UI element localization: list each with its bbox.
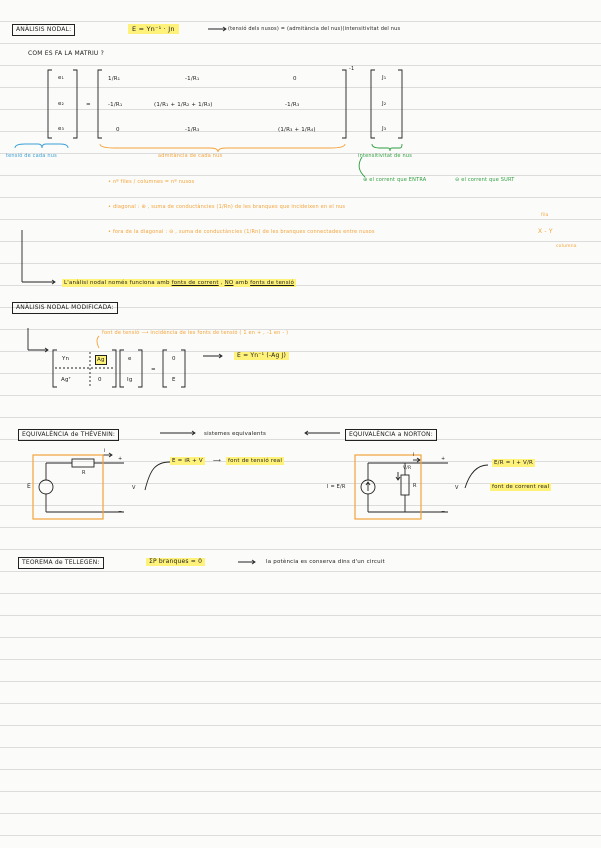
thev-arrow: ⟶: [213, 458, 222, 464]
matrix-cell: -1/R₁: [185, 76, 200, 82]
matrix-cell: -1/R₃: [285, 102, 300, 108]
norton-equation: E/R = I + V/R: [494, 460, 534, 466]
thev-v: V: [132, 485, 136, 491]
mod-v2: Ig: [127, 377, 133, 383]
label-j: intensitivitat de nus: [358, 153, 413, 159]
label-y: admitància de cada nus: [158, 153, 223, 159]
mod-m22: 0: [98, 377, 102, 383]
norton-vr: V/R: [403, 466, 412, 471]
matrix-cell: 1/R₁: [108, 76, 121, 82]
tellegen-desc: la potència es conserva dins d'un circuit: [266, 559, 385, 565]
inverse-exponent: -1: [349, 66, 355, 72]
matrix-cell: -1/R₁: [108, 102, 123, 108]
matrix-cell: -1/R₃: [185, 127, 200, 133]
thevenin-middle: sistemes equivalents: [204, 431, 267, 437]
nodal-formula: E = Yn⁻¹ · Jn: [128, 24, 179, 34]
thev-equation: E = iR + V: [172, 458, 203, 464]
mod-r2: E: [172, 377, 176, 383]
rule-3: • fora de la diagonal : ⊖ , suma de conductàncies (1/Rn) de les branques connectades entre nusos: [108, 229, 375, 235]
thev-r: R: [82, 470, 86, 476]
mod-equals: =: [151, 367, 156, 373]
label-e: tensió de cada nus: [6, 153, 57, 159]
modified-title: ANÀLISIS NODAL MODIFICADA:: [12, 302, 118, 314]
matrix-question: COM ES FA LA MATRIU ?: [28, 50, 105, 57]
thev-minus: −: [118, 509, 123, 515]
norton-source: I = E/R: [327, 484, 346, 490]
matrix-cell: 0: [116, 127, 120, 133]
matrix-cell: (1/R₃ + 1/R₄): [278, 127, 316, 133]
rule-1: • nº files / columnes = nº nusos: [108, 179, 195, 185]
thev-plus: +: [118, 456, 123, 462]
columna-note: columna: [556, 244, 577, 249]
surt-note: ⊖ el corrent que SURT: [455, 177, 515, 183]
tellegen-title: TEOREMA de TELLEGEN:: [18, 557, 104, 569]
mod-m12: Ag: [97, 357, 105, 363]
j2-label: J₂: [382, 101, 387, 107]
matrix-cell: (1/R₁ + 1/R₂ + 1/R₃): [154, 102, 213, 108]
nodal-conclusion: L'anàlisi nodal només funciona amb fonts de corrent , NO amb fonts de tensió: [64, 280, 295, 286]
mod-result: E = Yn⁻¹ (-Ag J): [234, 352, 289, 360]
mod-m21: Agᵀ: [61, 377, 71, 383]
mod-m11: Yn: [62, 356, 70, 362]
fila-note: fila: [541, 213, 549, 218]
rule-2: • diagonal : ⊕ , suma de conductàncies (1/Rn) de les branques que incideixen en el nus: [108, 204, 346, 210]
e1-label: e₁: [58, 75, 64, 81]
j3-label: J₃: [382, 126, 387, 132]
e2-label: e₂: [58, 101, 64, 107]
matrix-cell: 0: [293, 76, 297, 82]
norton-plus: +: [441, 456, 446, 462]
rule-3-xy: X - Y: [538, 228, 553, 235]
thevenin-title: EQUIVALÈNCIA de THÉVENIN:: [18, 429, 119, 441]
norton-r: R: [413, 483, 417, 489]
thev-source-e: E: [27, 483, 31, 490]
norton-desc: font de corrent real: [492, 484, 550, 490]
tellegen-formula: ΣP branques = 0: [146, 558, 205, 566]
mod-r1: 0: [172, 356, 176, 362]
thev-i: i: [104, 448, 106, 454]
j1-label: J₁: [382, 75, 387, 81]
nodal-explanation: (tensió dels nusos) = (admitància del nus)(intensitivitat del nus: [228, 26, 401, 32]
thev-desc: font de tensió real: [228, 458, 283, 464]
mod-v1: e: [128, 356, 132, 362]
norton-minus: −: [441, 509, 446, 515]
norton-title: EQUIVALÈNCIA a NORTON:: [345, 429, 437, 441]
modified-note: font de tensió ⟶ incidència de les fonts de tensió ( 1 en + , -1 en - ): [102, 330, 289, 336]
e3-label: e₃: [58, 126, 64, 132]
norton-v: V: [455, 485, 459, 491]
equals-sign: =: [86, 102, 91, 108]
norton-i: i: [413, 452, 415, 458]
nodal-title: ANÀLISIS NODAL:: [12, 24, 75, 36]
entra-note: ⊕ el corrent que ENTRA: [363, 177, 427, 183]
